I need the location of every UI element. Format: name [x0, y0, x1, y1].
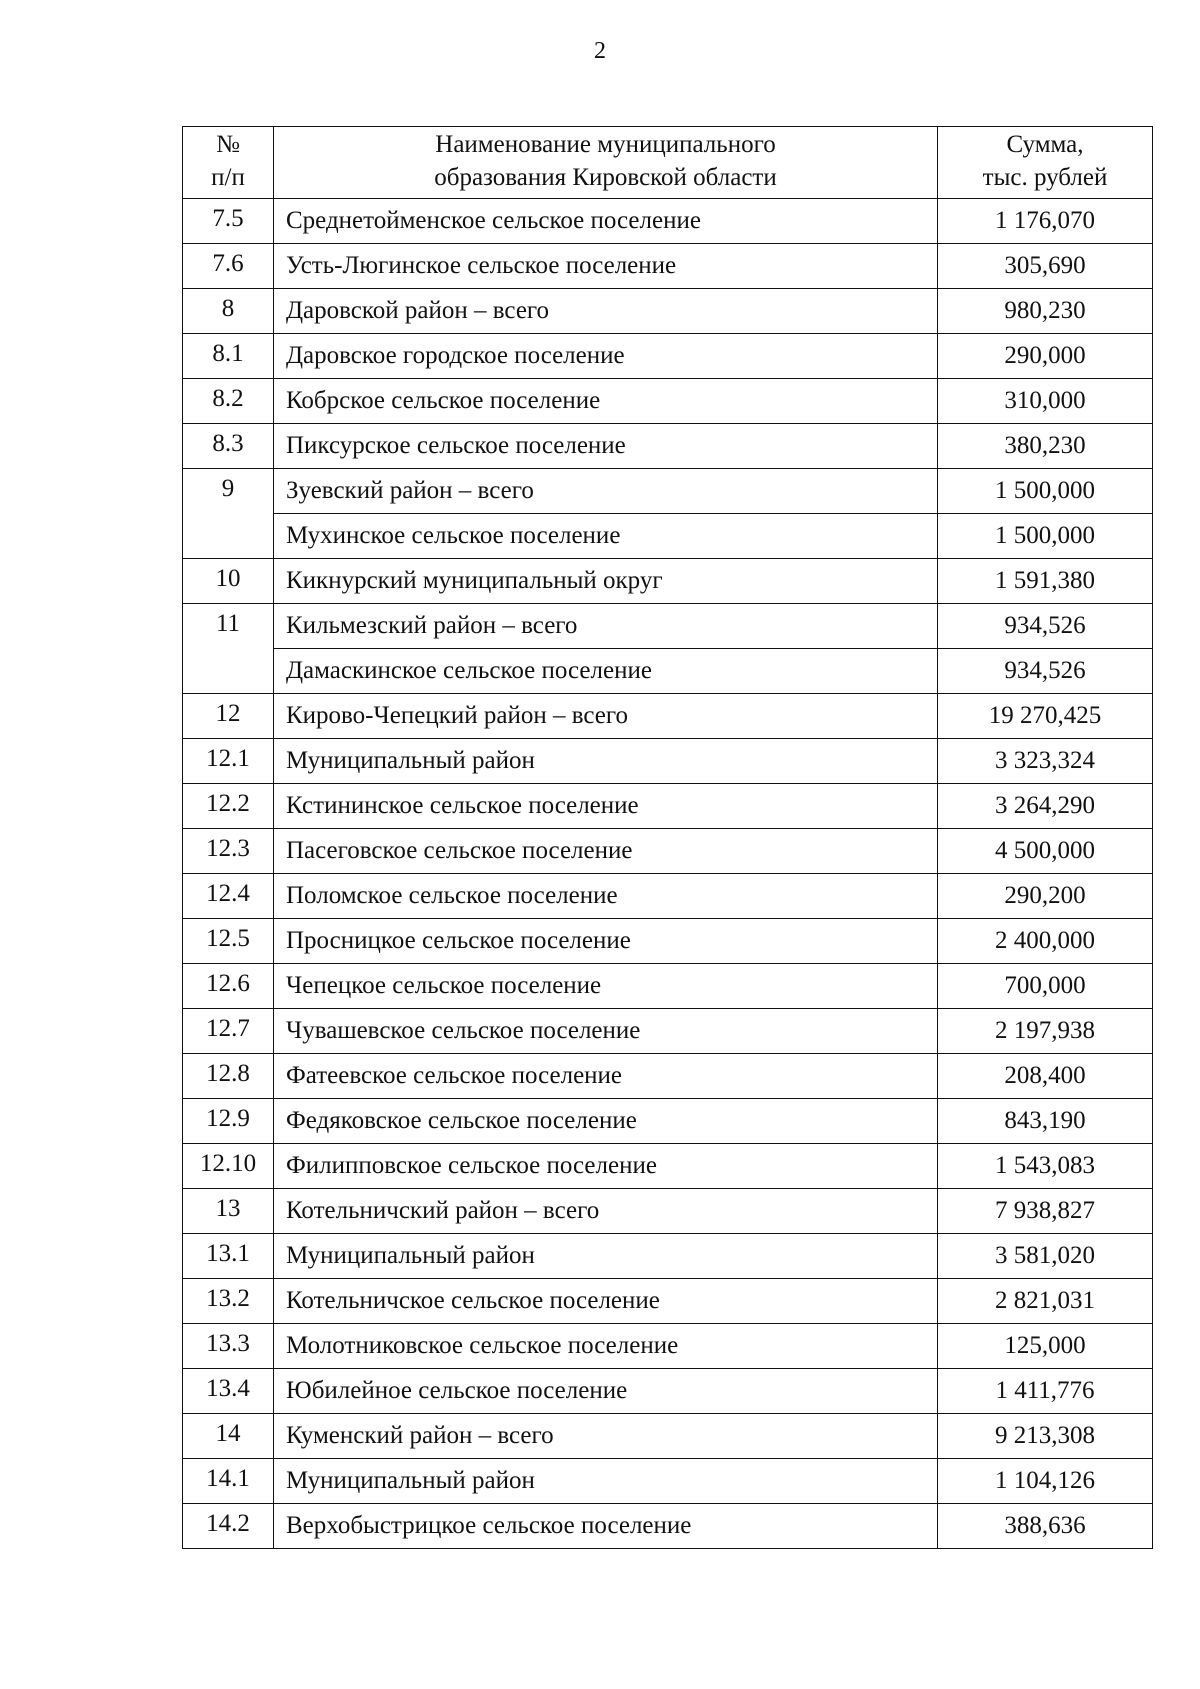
row-number-cell: 12.1 [183, 739, 274, 784]
row-number-cell: 14.2 [183, 1504, 274, 1549]
table-row [183, 1279, 1153, 1324]
municipal-sums-table [182, 126, 1153, 1549]
table-row [183, 514, 1153, 559]
table-row [183, 1504, 1153, 1549]
sum-cell: 310,000 [938, 379, 1153, 424]
row-number-cell: 12.3 [183, 829, 274, 874]
sum-cell: 843,190 [938, 1099, 1153, 1144]
sum-cell: 208,400 [938, 1054, 1153, 1099]
table-row [183, 739, 1153, 784]
sum-cell: 1 411,776 [938, 1369, 1153, 1414]
row-number-cell: 12 [183, 694, 274, 739]
municipality-name-cell: Поломское сельское поселение [274, 874, 938, 919]
header-num-line-1: № [216, 131, 240, 158]
municipality-name-cell: Усть-Люгинское сельское поселение [274, 244, 938, 289]
sum-cell: 2 821,031 [938, 1279, 1153, 1324]
table-row [183, 649, 1153, 694]
sum-cell: 980,230 [938, 289, 1153, 334]
sum-cell: 388,636 [938, 1504, 1153, 1549]
row-number-cell: 13.1 [183, 1234, 274, 1279]
header-sum-line-1: Сумма, [1006, 131, 1084, 158]
table-header-row [183, 127, 1153, 199]
page-number: 2 [594, 38, 606, 64]
table-row [183, 1144, 1153, 1189]
row-number-cell: 8 [183, 289, 274, 334]
table-row [183, 289, 1153, 334]
sum-cell: 1 543,083 [938, 1144, 1153, 1189]
row-number-cell: 8.2 [183, 379, 274, 424]
sum-cell: 934,526 [938, 649, 1153, 694]
municipality-name-cell: Чувашевское сельское поселение [274, 1009, 938, 1054]
sum-cell: 1 104,126 [938, 1459, 1153, 1504]
row-number-cell: 12.7 [183, 1009, 274, 1054]
sum-cell: 2 400,000 [938, 919, 1153, 964]
row-number-cell: 12.8 [183, 1054, 274, 1099]
row-number-cell: 13.3 [183, 1324, 274, 1369]
table-row [183, 1099, 1153, 1144]
row-number-cell: 11 [183, 604, 274, 694]
row-number-cell: 12.10 [183, 1144, 274, 1189]
header-name-line-1: Наименование муниципального [435, 131, 776, 158]
row-number-cell: 10 [183, 559, 274, 604]
municipality-name-cell: Чепецкое сельское поселение [274, 964, 938, 1009]
sum-cell: 125,000 [938, 1324, 1153, 1369]
row-number-cell: 14.1 [183, 1459, 274, 1504]
sum-cell: 934,526 [938, 604, 1153, 649]
table-row [183, 1369, 1153, 1414]
table-row [183, 919, 1153, 964]
table-row [183, 199, 1153, 244]
sum-cell: 7 938,827 [938, 1189, 1153, 1234]
table-row [183, 784, 1153, 829]
municipality-name-cell: Дамаскинское сельское поселение [274, 649, 938, 694]
sum-cell: 19 270,425 [938, 694, 1153, 739]
municipality-name-cell: Пасеговское сельское поселение [274, 829, 938, 874]
header-name [274, 127, 938, 199]
table-row [183, 1414, 1153, 1459]
municipality-name-cell: Кобрское сельское поселение [274, 379, 938, 424]
row-number-cell: 8.3 [183, 424, 274, 469]
sum-cell: 1 591,380 [938, 559, 1153, 604]
row-number-cell: 12.2 [183, 784, 274, 829]
row-number-cell: 12.4 [183, 874, 274, 919]
table-row [183, 469, 1153, 514]
municipality-name-cell: Муниципальный район [274, 739, 938, 784]
header-sum-line-2: тыс. рублей [982, 164, 1108, 191]
table-row [183, 1324, 1153, 1369]
municipality-name-cell: Среднетойменское сельское поселение [274, 199, 938, 244]
table-row [183, 559, 1153, 604]
municipality-name-cell: Кильмезский район – всего [274, 604, 938, 649]
table-row [183, 379, 1153, 424]
sum-cell: 700,000 [938, 964, 1153, 1009]
table-row [183, 1054, 1153, 1099]
sum-cell: 3 264,290 [938, 784, 1153, 829]
municipality-name-cell: Юбилейное сельское поселение [274, 1369, 938, 1414]
table-row [183, 964, 1153, 1009]
sum-cell: 380,230 [938, 424, 1153, 469]
table-row [183, 1189, 1153, 1234]
table-row [183, 874, 1153, 919]
municipality-name-cell: Мухинское сельское поселение [274, 514, 938, 559]
sum-cell: 9 213,308 [938, 1414, 1153, 1459]
table-body [183, 199, 1153, 1549]
sum-cell: 3 581,020 [938, 1234, 1153, 1279]
municipality-name-cell: Муниципальный район [274, 1234, 938, 1279]
header-num-line-2: п/п [211, 164, 245, 191]
municipality-name-cell: Федяковское сельское поселение [274, 1099, 938, 1144]
municipality-name-cell: Пиксурское сельское поселение [274, 424, 938, 469]
municipality-name-cell: Кстининское сельское поселение [274, 784, 938, 829]
municipality-name-cell: Куменский район – всего [274, 1414, 938, 1459]
municipality-name-cell: Кикнурский муниципальный округ [274, 559, 938, 604]
row-number-cell: 7.6 [183, 244, 274, 289]
sum-cell: 290,200 [938, 874, 1153, 919]
table-row [183, 244, 1153, 289]
table-row [183, 604, 1153, 649]
municipality-name-cell: Котельничское сельское поселение [274, 1279, 938, 1324]
municipality-name-cell: Фатеевское сельское поселение [274, 1054, 938, 1099]
municipality-name-cell: Зуевский район – всего [274, 469, 938, 514]
sum-cell: 1 500,000 [938, 514, 1153, 559]
municipality-name-cell: Даровское городское поселение [274, 334, 938, 379]
row-number-cell: 14 [183, 1414, 274, 1459]
table-row [183, 1009, 1153, 1054]
municipality-name-cell: Кирово-Чепецкий район – всего [274, 694, 938, 739]
table-row [183, 1459, 1153, 1504]
municipality-name-cell: Муниципальный район [274, 1459, 938, 1504]
row-number-cell: 12.5 [183, 919, 274, 964]
sum-cell: 3 323,324 [938, 739, 1153, 784]
table-row [183, 829, 1153, 874]
municipality-name-cell: Молотниковское сельское поселение [274, 1324, 938, 1369]
row-number-cell: 13 [183, 1189, 274, 1234]
header-num [183, 127, 274, 199]
row-number-cell: 12.9 [183, 1099, 274, 1144]
table-row [183, 334, 1153, 379]
municipality-name-cell: Верхобыстрицкое сельское поселение [274, 1504, 938, 1549]
table-row [183, 424, 1153, 469]
sum-cell: 290,000 [938, 334, 1153, 379]
row-number-cell: 7.5 [183, 199, 274, 244]
table-row [183, 1234, 1153, 1279]
sum-cell: 1 500,000 [938, 469, 1153, 514]
sum-cell: 2 197,938 [938, 1009, 1153, 1054]
row-number-cell: 13.4 [183, 1369, 274, 1414]
row-number-cell: 13.2 [183, 1279, 274, 1324]
header-sum [938, 127, 1153, 199]
municipality-name-cell: Просницкое сельское поселение [274, 919, 938, 964]
row-number-cell: 8.1 [183, 334, 274, 379]
row-number-cell: 12.6 [183, 964, 274, 1009]
municipality-name-cell: Филипповское сельское поселение [274, 1144, 938, 1189]
sum-cell: 305,690 [938, 244, 1153, 289]
header-name-line-2: образования Кировской области [434, 164, 777, 191]
row-number-cell: 9 [183, 469, 274, 559]
table-row [183, 694, 1153, 739]
municipality-name-cell: Даровской район – всего [274, 289, 938, 334]
municipality-name-cell: Котельничский район – всего [274, 1189, 938, 1234]
sum-cell: 4 500,000 [938, 829, 1153, 874]
sum-cell: 1 176,070 [938, 199, 1153, 244]
